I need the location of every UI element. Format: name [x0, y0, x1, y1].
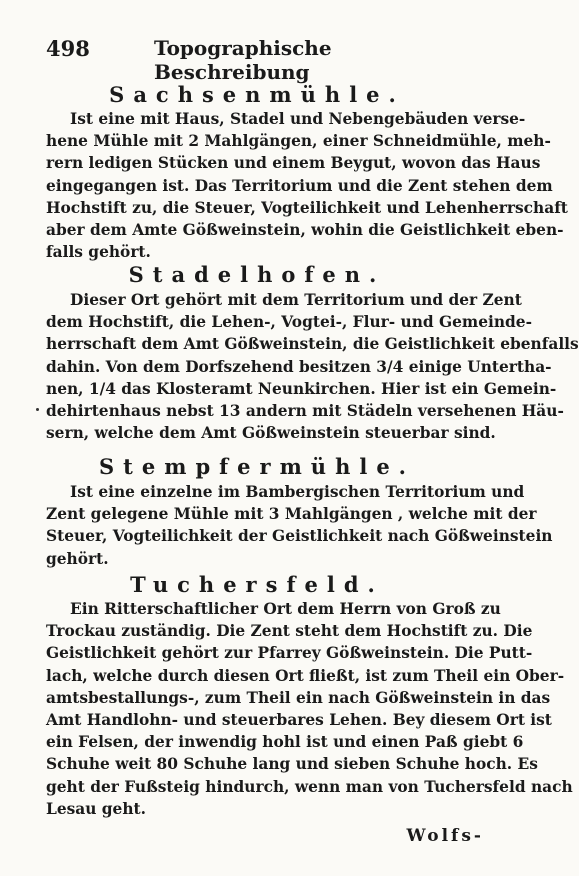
text-line: aber dem Amte Gößweinstein, wohin die Geistlichkeit eben- — [46, 220, 564, 239]
text-line: dem Hochstift, die Lehen-, Vogtei-, Flur- und Gemeinde- — [46, 313, 532, 332]
text-line: Zent gelegene Mühle mit 3 Mahlgängen , welche mit der — [46, 505, 537, 524]
text-line: Amt Handlohn- und steuerbares Lehen. Bey diesem Ort ist — [46, 710, 552, 729]
page-number: 498 — [46, 36, 90, 61]
section-heading-sachsenmuehle: Sachsenmühle. — [109, 82, 405, 107]
running-head: Topographische Beschreibung — [154, 36, 332, 84]
text-line: ein Felsen, der inwendig hohl ist und einen Paß giebt 6 — [46, 733, 524, 752]
section-heading-tuchersfeld: Tuchersfeld. — [130, 572, 384, 597]
text-line: nen, 1/4 das Klosteramt Neunkirchen. Hier ist ein Gemein- — [46, 379, 557, 398]
text-line: amtsbestallungs-, zum Theil ein nach Gößweinstein in das — [46, 688, 551, 707]
section-heading-stempfermuehle: Stempfermühle. — [99, 454, 415, 479]
text-line: dehirtenhaus nebst 13 andern mit Städeln versehenen Häu- — [46, 401, 564, 420]
text-line: lach, welche durch diesen Ort fließt, ist zum Theil ein Ober- — [46, 666, 565, 685]
text-line: Lesau geht. — [46, 799, 147, 818]
catchword: Wolfs- — [406, 826, 484, 846]
page-header — [46, 36, 486, 84]
text-line: herrschaft dem Amt Gößweinstein, die Geistlichkeit ebenfalls — [46, 335, 579, 354]
text-line: Ist eine mit Haus, Stadel und Nebengebäuden verse- — [70, 110, 526, 128]
section-text-stadelhofen — [46, 289, 579, 444]
section-text-sachsenmuehle — [46, 108, 568, 263]
section-text-stempfermuehle — [46, 481, 553, 570]
text-line: dahin. Von dem Dorfszehend besitzen 3/4 einige Untertha- — [46, 357, 552, 376]
text-line: Schuhe weit 80 Schuhe lang und sieben Schuhe hoch. Es — [46, 755, 538, 774]
text-line: geht der Fußsteig hindurch, wenn man von Tuchersfeld nach — [46, 777, 573, 796]
text-line: Ein Ritterschaftlicher Ort dem Herrn von Groß zu — [70, 600, 501, 618]
text-line: Geistlichkeit gehört zur Pfarrey Gößweinstein. Die Putt- — [46, 644, 533, 663]
text-line: Ist eine einzelne im Bambergischen Territorium und — [70, 483, 525, 501]
text-line: gehört. — [46, 549, 109, 568]
text-line: Steuer, Vogteilichkeit der Geistlichkeit nach Gößweinstein — [46, 527, 553, 546]
text-line: Dieser Ort gehört mit dem Territorium und der Zent — [70, 291, 522, 309]
ink-speck — [36, 408, 39, 411]
text-line: Trockau zuständig. Die Zent steht dem Hochstift zu. Die — [46, 622, 533, 641]
text-line: Hochstift zu, die Steuer, Vogteilichkeit und Lehenherrschaft — [46, 198, 568, 217]
text-line: rern ledigen Stücken und einem Beygut, wovon das Haus — [46, 154, 541, 173]
text-line: sern, welche dem Amt Gößweinstein steuerbar sind. — [46, 424, 496, 443]
section-text-tuchersfeld — [46, 598, 573, 820]
section-heading-stadelhofen: Stadelhofen. — [128, 262, 386, 287]
text-line: hene Mühle mit 2 Mahlgängen, einer Schneidmühle, meh- — [46, 132, 551, 151]
text-line: eingegangen ist. Das Territorium und die Zent stehen dem — [46, 176, 553, 195]
text-line: falls gehört. — [46, 243, 151, 262]
